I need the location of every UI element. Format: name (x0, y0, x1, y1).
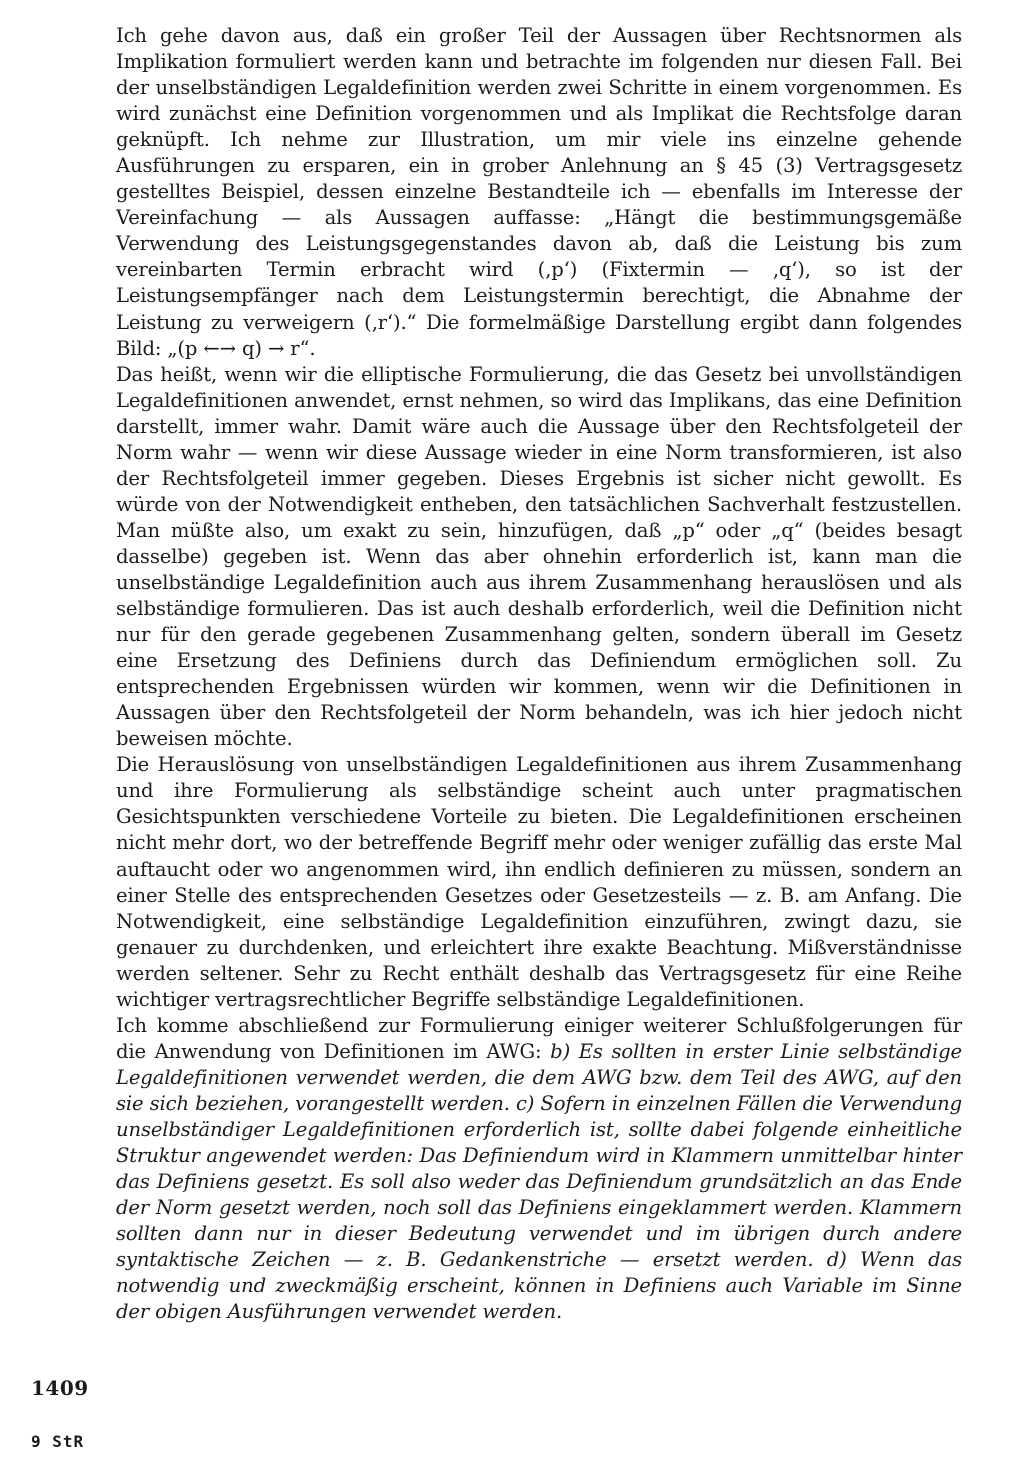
paragraph-2: Das heißt, wenn wir die elliptische Formulierung, die das Gesetz bei unvollständigen Legaldefinitionen anwendet, ernst nehmen, so wird das Implikans, das eine Definition darstellt, immer wahr. Damit wäre auch die Aussage über den Rechtsfolgeteil der Norm wahr — wenn wir diese Aussage wieder in eine Norm transformieren, ist also der Rechtsfolgeteil immer gegeben. Dieses Ergebnis ist sicher nicht gewollt. Es würde von der Notwendigkeit entheben, den tatsächlichen Sachverhalt festzustellen. Man müßte also, um exakt zu sein, hinzufügen, daß „p“ oder „q“ (beides besagt dasselbe) gegeben ist. Wenn das aber ohnehin erforderlich ist, kann man die unselbständige Legaldefinition auch aus ihrem Zusammenhang herauslösen und als selbständige formulieren. Das ist auch deshalb erforderlich, weil die Definition nicht nur für den gerade gegebenen Zusammenhang gelten, sondern überall im Gesetz eine Ersetzung des Definiens durch das Definiendum ermöglichen soll. Zu entsprechenden Ergebnissen würden wir kommen, wenn wir die Definitionen in Aussagen über den Rechtsfolgeteil der Norm behandeln, was ich hier jedoch nicht beweisen möchte. (116, 362, 962, 751)
body-text (116, 23, 962, 1325)
paragraph-4-intro: Ich komme abschließend zur Formulierung einiger weiterer Schlußfolgerungen für die Anwendung von Definitionen im AWG: (116, 1013, 962, 1063)
paragraph-1: Ich gehe davon aus, daß ein großer Teil der Aussagen über Rechtsnormen als Implikation formuliert werden kann und betrachte im folgenden nur diesen Fall. Bei der unselbständigen Legaldefinition werden zwei Schritte in einem vorgenommen. Es wird zunächst eine Definition vorgenommen und als Implikat die Rechtsfolge daran geknüpft. Ich nehme zur Illustration, um mir viele ins einzelne gehende Ausführungen zu ersparen, ein in grober Anlehnung an § 45 (3) Vertragsgesetz gestelltes Beispiel, dessen einzelne Bestandteile ich — ebenfalls im Interesse der Vereinfachung — als Aussagen auffasse: „Hängt die bestimmungsgemäße Verwendung des Leistungsgegenstandes davon ab, daß die Leistung bis zum vereinbarten Termin erbracht wird (‚p‘) (Fixtermin — ‚q‘), so ist der Leistungsempfänger nach dem Leistungstermin berechtigt, die Abnahme der Leistung zu verweigern (‚r‘).“ Die formelmäßige Darstellung ergibt dann folgendes Bild: „(p ←→ q) → r“. (116, 24, 962, 360)
printer-signature: 9 StR (31, 1432, 85, 1451)
paragraph-3: Die Herauslösung von unselbständigen Legaldefinitionen aus ihrem Zusammenhang und ihre Formulierung als selbständige scheint auch unter pragmatischen Gesichtspunkten verschiedene Vorteile zu bieten. Die Legaldefinitionen erscheinen nicht mehr dort, wo der betreffende Begriff mehr oder weniger zufällig das erste Mal auftaucht oder wo angenommen wird, ihn endlich definieren zu müssen, sondern an einer Stelle des entsprechenden Gesetzes oder Gesetzesteils — z. B. am Anfang. Die Notwendigkeit, eine selbständige Legaldefinition einzuführen, zwingt dazu, sie genauer zu durchdenken, und erleichtert ihre exakte Beachtung. Mißverständnisse werden seltener. Sehr zu Recht enthält deshalb das Vertragsgesetz für eine Reihe wichtiger vertragsrechtlicher Begriffe selbständige Legaldefinitionen. (116, 753, 962, 1011)
paragraph-4-conclusions: b) Es sollten in erster Linie selbständige Legaldefinitionen verwendet werden, die dem AWG bzw. dem Teil des AWG, auf den sie sich beziehen, vorangestellt werden. c) Sofern in einzelnen Fällen die Verwendung unselbständiger Legaldefinitionen erforderlich ist, sollte dabei folgende einheitliche Struktur angewendet werden: Das Definiendum wird in Klammern unmittelbar hinter das Definiens gesetzt. Es soll also weder das Definiendum grundsätzlich an das Ende der Norm gesetzt werden, noch soll das Definiens eingeklammert werden. Klammern sollten dann nur in dieser Bedeutung verwendet und im übrigen durch andere syntaktische Zeichen — z. B. Gedankenstriche — ersetzt werden. d) Wenn das notwendig und zweckmäßig erscheint, können in Definiens auch Variable im Sinne der obigen Ausführungen verwendet werden. (116, 1039, 962, 1324)
paragraph-4 (116, 1013, 962, 1326)
page-number: 1409 (31, 1376, 89, 1400)
